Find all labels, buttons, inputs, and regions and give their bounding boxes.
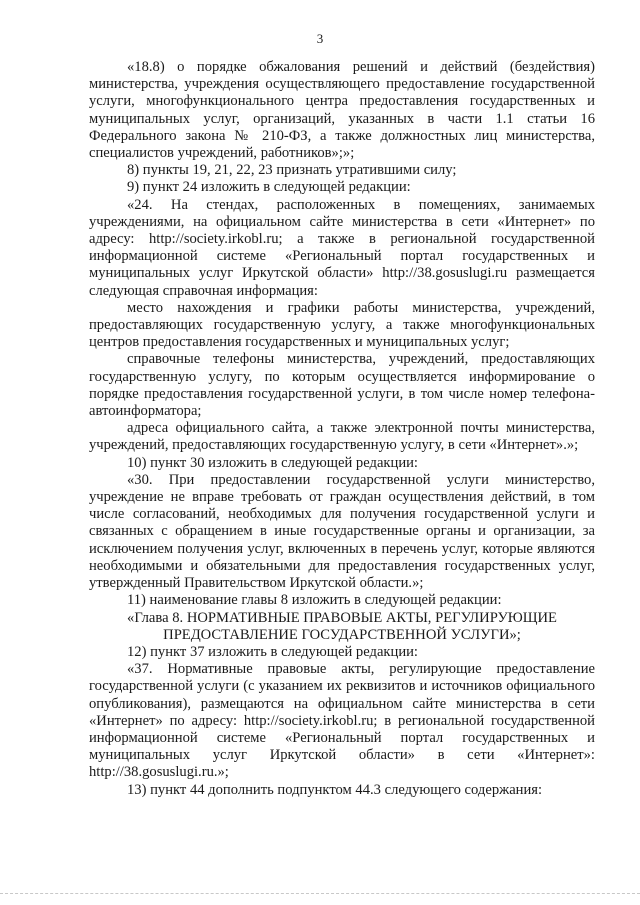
page-number: 3 [316, 31, 324, 46]
paragraph-item-13: 13) пункт 44 дополнить подпунктом 44.3 следующего содержания: [127, 781, 543, 798]
document-body [89, 59, 595, 799]
paragraph-item-9: 9) пункт 24 изложить в следующей редакции: [127, 179, 411, 196]
paragraph-24: «24. На стендах, расположенных в помещениях, занимаемых учреждениями, на официальном сайте министерства в сети «Интернет» по адресу: http://society.irkobl.ru; а также в региональной государственной информационной системе «Региональный портал государственных и муниципальных услуг Иркутской области» http://38.gosuslugi.ru размещается следующая справочная информация: [89, 196, 595, 299]
chapter-8-heading: «Глава 8. НОРМАТИВНЫЕ ПРАВОВЫЕ АКТЫ, РЕГУЛИРУЮЩИЕ ПРЕДОСТАВЛЕНИЕ ГОСУДАРСТВЕННОЙ УСЛУГИ»; [127, 609, 557, 643]
paragraph-item-8: 8) пункты 19, 21, 22, 23 признать утратившими силу; [127, 162, 457, 179]
paragraph-37: «37. Нормативные правовые акты, регулирующие предоставление государственной услуги (с указанием их реквизитов и источников официального опубликования), размещаются на официальном сайте министерства в сети «Интернет» по адресу: http://society.irkobl.ru; в региональной государственной информационной системе «Региональный портал государственных и муниципальных услуг Иркутской области» в сети «Интернет»: http://38.gosuslugi.ru.»; [89, 661, 595, 781]
paragraph-item-11: 11) наименование главы 8 изложить в следующей редакции: [127, 592, 502, 609]
paragraph-item-12: 12) пункт 37 изложить в следующей редакции: [127, 643, 418, 660]
paragraph-item-10: 10) пункт 30 изложить в следующей редакции: [127, 454, 418, 471]
paragraph-site-email: адреса официального сайта, а также электронной почты министерства, учреждений, предоставляющих государственную услугу, в сети «Интернет».»; [89, 420, 595, 454]
paragraph-location-schedule: место нахождения и графики работы министерства, учреждений, предоставляющих государственную услугу, а также многофункциональных центров предоставления государственных и муниципальных услуг; [89, 299, 595, 351]
page-bottom-divider [0, 893, 640, 894]
paragraph-18-8: «18.8) о порядке обжалования решений и действий (бездействия) министерства, учреждения осуществляющего предоставление государственной услуги, многофункционального центра предоставления государственных и муниципальных услуг, организаций, указанных в части 1.1 статьи 16 Федерального закона № 210-ФЗ, а также должностных лиц министерства, специалистов учреждений, работников»;»; [89, 59, 595, 162]
paragraph-30: «30. При предоставлении государственной услуги министерство, учреждение не вправе требовать от граждан осуществления действий, в том числе согласований, необходимых для получения государственной услуги и связанных с обращением в иные государственные органы и организации, за исключением получения услуг, включенных в перечень услуг, которые являются необходимыми и обязательными для предоставления государственных услуг, утвержденный Правительством Иркутской области.»; [89, 471, 595, 592]
paragraph-phones: справочные телефоны министерства, учреждений, предоставляющих государственную услугу, по которым осуществляется информирование о порядке предоставления государственной услуги, в том числе номер телефона-автоинформатора; [89, 351, 595, 420]
